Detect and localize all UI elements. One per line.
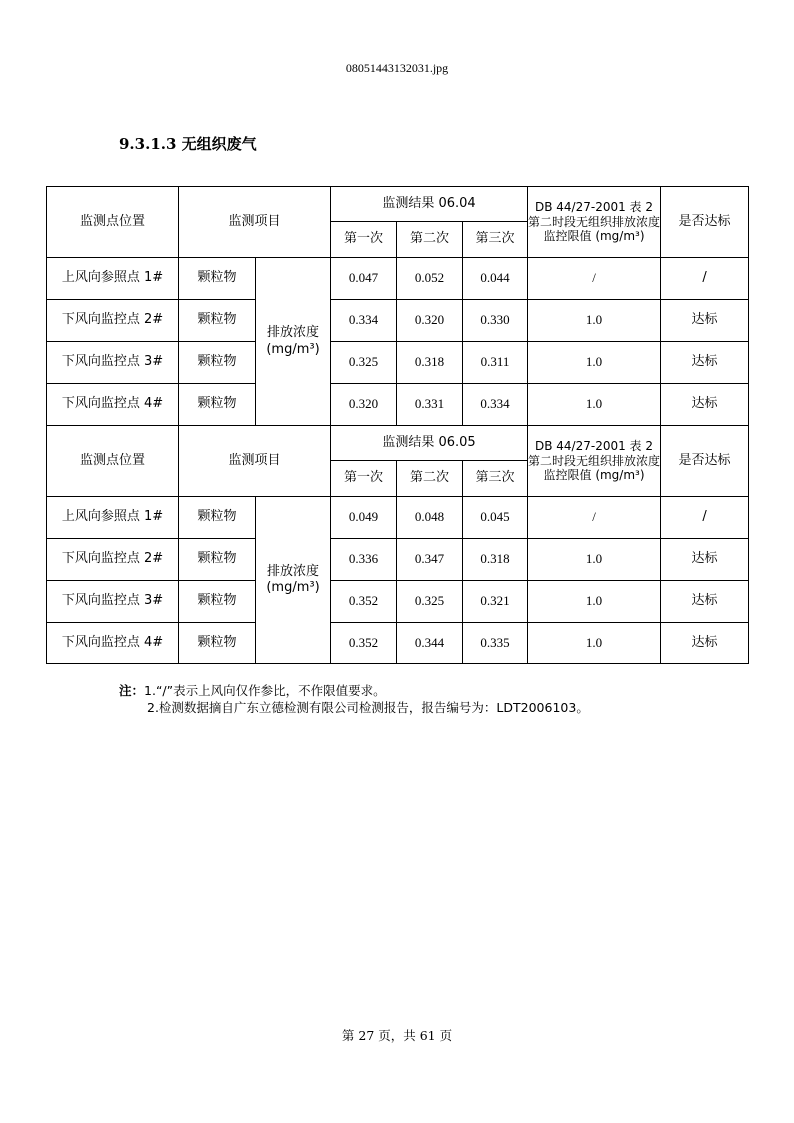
cell-item: 颗粒物	[179, 384, 256, 426]
header-run1: 第一次	[331, 222, 397, 258]
cell-value: 0.045	[463, 497, 528, 539]
header-run2: 第二次	[397, 461, 463, 497]
cell-value: 0.336	[331, 539, 397, 581]
cell-status: /	[661, 258, 749, 300]
cell-status: /	[661, 497, 749, 539]
cell-value: 0.318	[463, 539, 528, 581]
header-location: 监测点位置	[47, 426, 179, 497]
cell-value: 0.335	[463, 623, 528, 664]
header-compliance: 是否达标	[661, 187, 749, 258]
cell-param: 排放浓度 (mg/m³)	[256, 258, 331, 426]
cell-value: 0.048	[397, 497, 463, 539]
cell-location: 上风向参照点 1#	[47, 258, 179, 300]
cell-limit: 1.0	[528, 300, 661, 342]
header-compliance: 是否达标	[661, 426, 749, 497]
header-item: 监测项目	[179, 426, 331, 497]
cell-limit: 1.0	[528, 623, 661, 664]
note-line-2: 2.检测数据摘自广东立德检测有限公司检测报告，报告编号为：LDT2006103。	[147, 700, 589, 715]
cell-location: 下风向监控点 2#	[47, 300, 179, 342]
table-header-row	[47, 187, 749, 222]
header-item: 监测项目	[179, 187, 331, 258]
cell-value: 0.047	[331, 258, 397, 300]
header-run2: 第二次	[397, 222, 463, 258]
cell-limit: 1.0	[528, 384, 661, 426]
notes	[119, 682, 589, 716]
cell-location: 下风向监控点 3#	[47, 342, 179, 384]
cell-value: 0.049	[331, 497, 397, 539]
table-header-row	[47, 426, 749, 461]
note-label: 注：	[119, 683, 145, 698]
header-run3: 第三次	[463, 461, 528, 497]
cell-value: 0.052	[397, 258, 463, 300]
cell-value: 0.352	[331, 623, 397, 664]
table-row	[47, 300, 749, 342]
cell-limit: /	[528, 497, 661, 539]
note-line-1	[119, 682, 589, 699]
cell-value: 0.352	[331, 581, 397, 623]
table-row	[47, 258, 749, 300]
header-location: 监测点位置	[47, 187, 179, 258]
cell-value: 0.321	[463, 581, 528, 623]
header-results: 监测结果 06.04	[331, 187, 528, 222]
cell-value: 0.325	[397, 581, 463, 623]
cell-item: 颗粒物	[179, 623, 256, 664]
cell-value: 0.044	[463, 258, 528, 300]
cell-item: 颗粒物	[179, 300, 256, 342]
cell-param: 排放浓度 (mg/m³)	[256, 497, 331, 664]
header-run3: 第三次	[463, 222, 528, 258]
cell-value: 0.331	[397, 384, 463, 426]
cell-status: 达标	[661, 539, 749, 581]
table-row	[47, 623, 749, 664]
table-row	[47, 342, 749, 384]
cell-value: 0.325	[331, 342, 397, 384]
cell-location: 下风向监控点 4#	[47, 623, 179, 664]
cell-location: 下风向监控点 2#	[47, 539, 179, 581]
cell-status: 达标	[661, 581, 749, 623]
cell-limit: 1.0	[528, 581, 661, 623]
header-results: 监测结果 06.05	[331, 426, 528, 461]
image-filename: 08051443132031.jpg	[345, 61, 449, 75]
note-text-1: 1.“/”表示上风向仅作参比，不作限值要求。	[144, 683, 386, 698]
cell-limit: /	[528, 258, 661, 300]
header-standard: DB 44/27-2001 表 2 第二时段无组织排放浓度监控限值 (mg/m³)	[528, 187, 661, 258]
header-standard: DB 44/27-2001 表 2 第二时段无组织排放浓度监控限值 (mg/m³)	[528, 426, 661, 497]
cell-value: 0.320	[331, 384, 397, 426]
cell-value: 0.320	[397, 300, 463, 342]
table-row	[47, 581, 749, 623]
cell-status: 达标	[661, 342, 749, 384]
cell-status: 达标	[661, 384, 749, 426]
cell-value: 0.311	[463, 342, 528, 384]
cell-value: 0.347	[397, 539, 463, 581]
table-row	[47, 539, 749, 581]
table-row	[47, 497, 749, 539]
cell-limit: 1.0	[528, 342, 661, 384]
cell-status: 达标	[661, 300, 749, 342]
cell-value: 0.334	[463, 384, 528, 426]
cell-value: 0.330	[463, 300, 528, 342]
section-title: 9.3.1.3 无组织废气	[119, 135, 257, 153]
cell-item: 颗粒物	[179, 342, 256, 384]
monitoring-table	[46, 186, 749, 664]
cell-location: 下风向监控点 4#	[47, 384, 179, 426]
cell-item: 颗粒物	[179, 581, 256, 623]
page-footer: 第 27 页，共 61 页	[341, 1028, 453, 1043]
cell-value: 0.344	[397, 623, 463, 664]
cell-item: 颗粒物	[179, 497, 256, 539]
cell-value: 0.318	[397, 342, 463, 384]
cell-item: 颗粒物	[179, 539, 256, 581]
cell-limit: 1.0	[528, 539, 661, 581]
header-run1: 第一次	[331, 461, 397, 497]
table-row	[47, 384, 749, 426]
cell-value: 0.334	[331, 300, 397, 342]
cell-status: 达标	[661, 623, 749, 664]
cell-location: 上风向参照点 1#	[47, 497, 179, 539]
cell-item: 颗粒物	[179, 258, 256, 300]
cell-location: 下风向监控点 3#	[47, 581, 179, 623]
